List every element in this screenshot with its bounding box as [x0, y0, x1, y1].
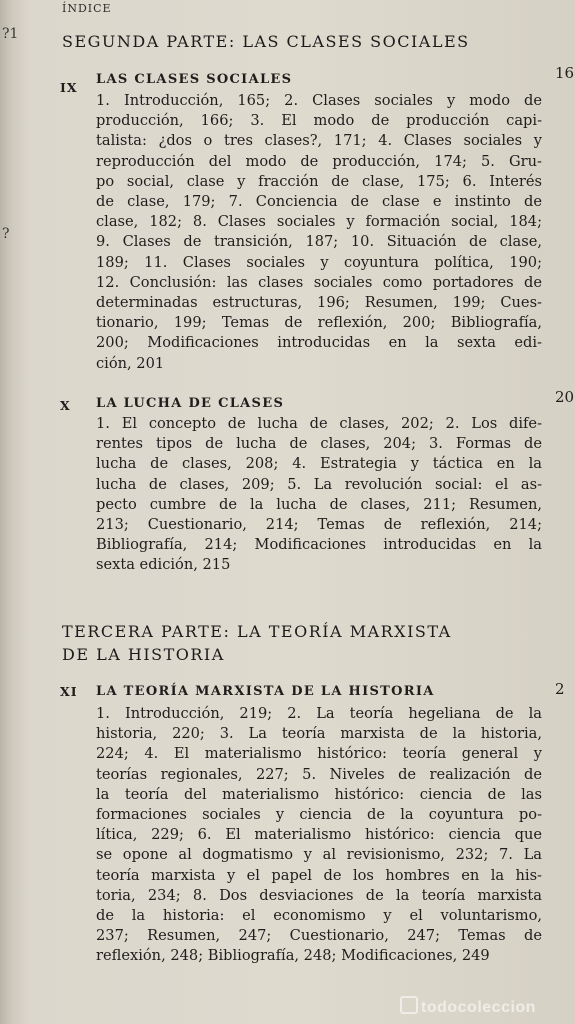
contents-line: Bibliografía, 214; Modificaciones introducidas en la: [96, 536, 542, 554]
chapter-number: IX: [60, 80, 78, 95]
contents-line: lucha de clases, 208; 4. Estrategia y táctica en la: [96, 455, 542, 473]
contents-line: clase, 182; 8. Clases sociales y formación social, 184;: [96, 213, 542, 231]
chapter-number: X: [60, 398, 71, 413]
contents-line: 200; Modificaciones introducidas en la sexta edi-: [96, 334, 542, 352]
logo-icon: [400, 996, 418, 1014]
contents-line: 9. Clases de transición, 187; 10. Situación de clase,: [96, 233, 542, 251]
contents-line: la teoría del materialismo histórico: ciencia de las: [96, 785, 542, 803]
contents-line: 224; 4. El materialismo histórico: teoría general y: [96, 745, 542, 763]
contents-line: sexta edición, 215: [96, 556, 231, 574]
chapter-title: LA TEORÍA MARXISTA DE LA HISTORIA: [96, 684, 435, 699]
contents-line: tionario, 199; Temas de reflexión, 200; Bibliografía,: [96, 314, 542, 332]
contents-line: reflexión, 248; Bibliografía, 248; Modificaciones, 249: [96, 947, 490, 965]
contents-line: lucha de clases, 209; 5. La revolución social: el as-: [96, 475, 542, 493]
contents-line: 237; Resumen, 247; Cuestionario, 247; Temas de: [96, 927, 542, 945]
part-heading-line: SEGUNDA PARTE: LAS CLASES SOCIALES: [62, 32, 470, 51]
part-heading-line: DE LA HISTORIA: [62, 645, 225, 664]
margin-mark: ?: [2, 226, 10, 242]
contents-line: teoría marxista y el papel de los hombres en la his-: [96, 866, 542, 884]
watermark-text: todocoleccion: [421, 999, 536, 1016]
contents-line: producción, 166; 3. El modo de producción capi-: [96, 112, 542, 130]
running-head: ÍNDICE: [62, 2, 112, 15]
part-heading: [62, 620, 452, 666]
chapter-contents: [96, 704, 542, 967]
contents-line: toria, 234; 8. Dos desviaciones de la teoría marxista: [96, 886, 542, 904]
chapter-title: LAS CLASES SOCIALES: [96, 72, 293, 87]
contents-line: lítica, 229; 6. El materialismo histórico: ciencia que: [96, 826, 542, 844]
contents-line: rentes tipos de lucha de clases, 204; 3. Formas de: [96, 435, 542, 453]
chapter-title: LA LUCHA DE CLASES: [96, 396, 285, 411]
contents-line: 189; 11. Clases sociales y coyuntura política, 190;: [96, 253, 542, 271]
contents-line: 1. Introducción, 165; 2. Clases sociales y modo de: [96, 92, 542, 109]
chapter-page: 20: [555, 388, 575, 406]
contents-line: de la historia: el economismo y el voluntarismo,: [96, 907, 542, 925]
contents-line: formaciones sociales y ciencia de la coyuntura po-: [96, 806, 542, 824]
chapter-page: 16: [555, 64, 575, 82]
margin-mark: ?1: [2, 26, 19, 42]
part-heading: [62, 30, 470, 53]
contents-line: talista: ¿dos o tres clases?, 171; 4. Clases sociales y: [96, 132, 542, 150]
contents-line: determinadas estructuras, 196; Resumen, 199; Cues-: [96, 294, 542, 312]
contents-line: 213; Cuestionario, 214; Temas de reflexión, 214;: [96, 516, 542, 534]
contents-line: 12. Conclusión: las clases sociales como portadores de: [96, 273, 542, 291]
contents-line: 1. Introducción, 219; 2. La teoría hegeliana de la: [96, 705, 542, 722]
contents-line: po social, clase y fracción de clase, 175; 6. Interés: [96, 172, 542, 190]
chapter-number: XI: [60, 684, 78, 699]
part-heading-line: TERCERA PARTE: LA TEORÍA MARXISTA: [62, 622, 452, 641]
contents-line: teorías regionales, 227; 5. Niveles de realización de: [96, 765, 542, 783]
watermark-logo: [400, 996, 536, 1017]
contents-line: pecto cumbre de la lucha de clases, 211; Resumen,: [96, 495, 542, 513]
contents-line: 1. El concepto de lucha de clases, 202; 2. Los dife-: [96, 415, 542, 432]
chapter-contents: [96, 414, 542, 576]
contents-line: de clase, 179; 7. Conciencia de clase e instinto de: [96, 193, 542, 211]
contents-line: ción, 201: [96, 354, 165, 372]
contents-line: historia, 220; 3. La teoría marxista de la historia,: [96, 725, 542, 743]
contents-line: se opone al dogmatismo y al revisionismo, 232; 7. La: [96, 846, 542, 864]
contents-line: reproducción del modo de producción, 174; 5. Gru-: [96, 152, 542, 170]
chapter-contents: [96, 91, 542, 374]
chapter-page: 2: [555, 680, 565, 698]
